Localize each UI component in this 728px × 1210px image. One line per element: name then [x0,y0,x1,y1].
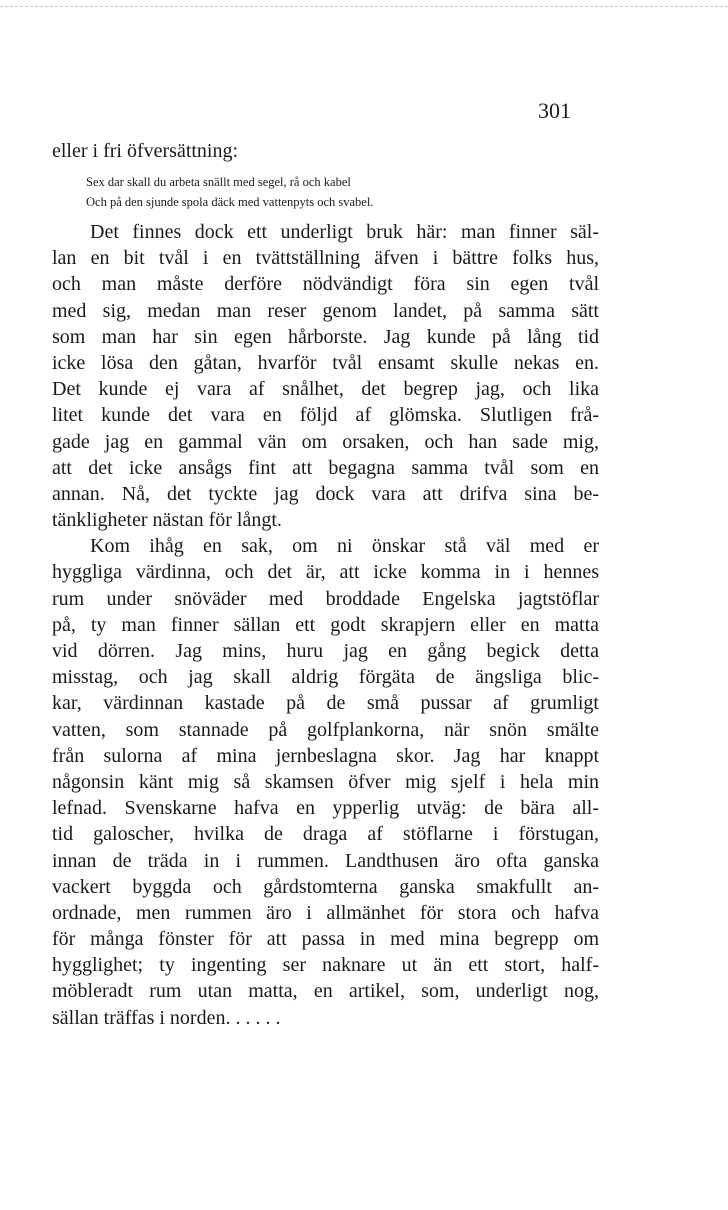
text-line: som man har sin egen hårborste. Jag kunde på lång tid [52,325,599,348]
text-line: vatten, som stannade på golfplankorna, när snön smälte [52,718,599,741]
verse-line: Sex dar skall du arbeta snällt med segel, rå och kabel [86,175,351,189]
text-line: Det kunde ej vara af snålhet, det begrep jag, och lika [52,378,599,401]
text-line: sällan träffas i norden. . . . . . [52,1006,281,1029]
text-line: ordnade, men rummen äro i allmänhet för stora och hafva [52,901,599,924]
text-line: att det icke ansågs fint att begagna samma tvål som en [52,456,599,479]
text-line: Kom ihåg en sak, om ni önskar stå väl med er [90,535,599,558]
text-line: möbleradt rum utan matta, en artikel, som, underligt nog, [52,980,599,1003]
text-line: hyggliga värdinna, och det är, att icke komma in i hennes [52,561,599,584]
text-line: och man måste derföre nödvändigt föra sin egen tvål [52,273,599,296]
body-text [52,219,599,1031]
text-line: tänkligheter nästan för långt. [52,509,282,532]
text-line: gade jag en gammal vän om orsaken, och han sade mig, [52,430,599,453]
text-line: tid galoscher, hvilka de draga af stöflarne i förstugan, [52,823,599,846]
text-line: någonsin känt mig så skamsen öfver mig sjelf i hela min [52,770,599,793]
text-line: lefnad. Svenskarne hafva en ypperlig utväg: de bära all- [52,797,599,820]
text-line: med sig, medan man reser genom landet, på samma sätt [52,299,599,322]
text-line: litet kunde det vara en följd af glömska. Slutligen frå- [52,404,599,427]
paragraph [52,219,599,533]
intro-line: eller i fri öfversättning: [52,140,239,162]
text-line: från sulorna af mina jernbeslagna skor. Jag har knappt [52,744,599,767]
text-line: misstag, och jag skall aldrig förgäta de ängsliga blic- [52,666,599,689]
text-line: på, ty man finner sällan ett godt skrapjern eller en matta [52,613,599,636]
text-line: annan. Nå, det tyckte jag dock vara att drifva sina be- [52,482,599,505]
page-number: 301 [538,98,571,123]
verse-line: Och på den sjunde spola däck med vattenpyts och svabel. [86,195,374,209]
text-line: rum under snöväder med broddade Engelska jagtstöflar [52,587,599,610]
text-line: kar, värdinnan kastade på de små pussar af grumligt [52,692,599,715]
text-line: hygglighet; ty ingenting ser naknare ut än ett stort, half- [52,954,599,977]
text-line: vackert byggda och gårdstomterna ganska smakfullt an- [52,875,599,898]
scan-edge-artifact [0,6,728,7]
text-line: vid dörren. Jag mins, huru jag en gång begick detta [52,640,599,662]
paragraph [52,533,599,1031]
text-line: icke lösa den gåtan, hvarför tvål ensamt skulle nekas en. [52,351,599,374]
text-line: Det finnes dock ett underligt bruk här: man finner säl- [90,221,599,243]
text-line: lan en bit tvål i en tvättställning äfven i bättre folks hus, [52,247,599,270]
text-line: för många fönster för att passa in med mina begrepp om [52,928,599,951]
text-line: innan de träda in i rummen. Landthusen äro ofta ganska [52,849,599,872]
